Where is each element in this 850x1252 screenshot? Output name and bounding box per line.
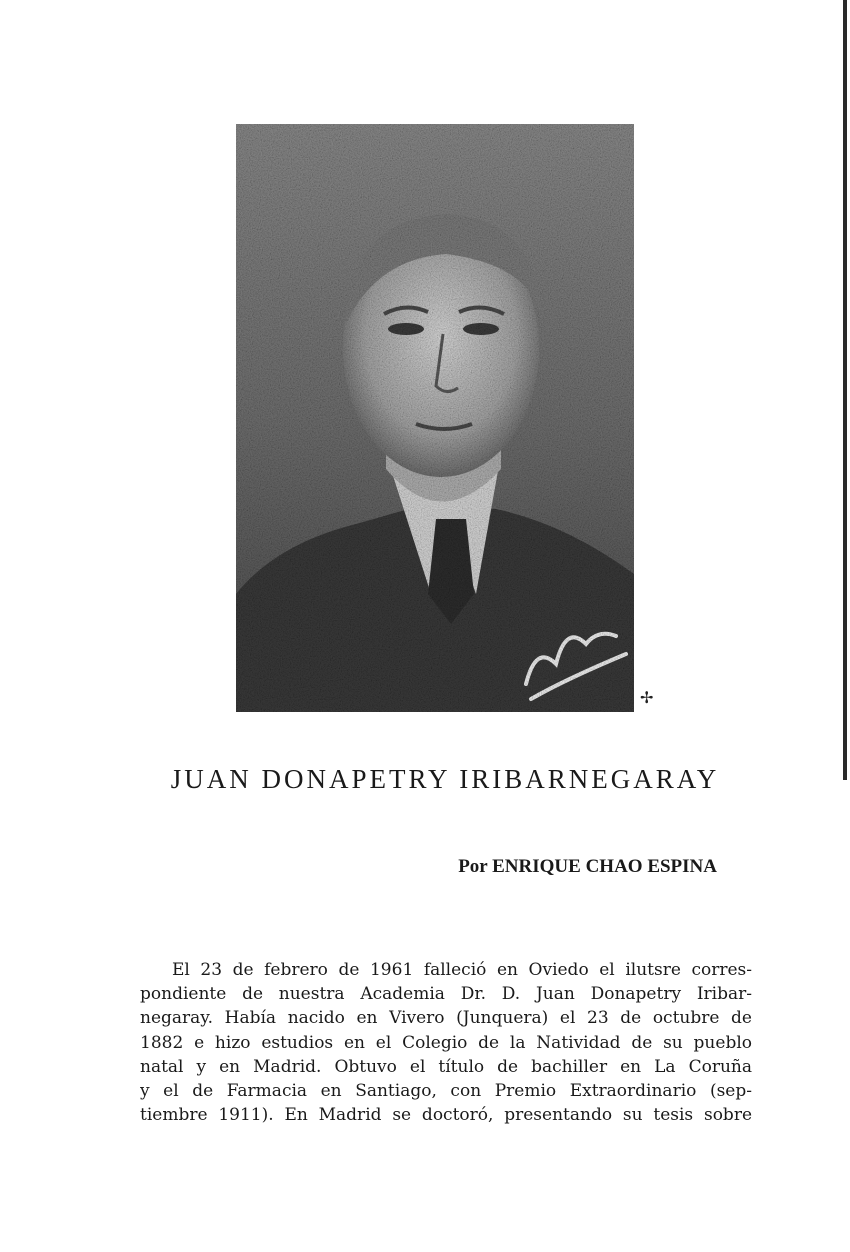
body-line: tiembre 1911). En Madrid se doctoró, presentando su tesis sobre [140, 1105, 752, 1126]
body-line: 1882 e hizo estudios en el Colegio de la Natividad de su pueblo [140, 1032, 752, 1053]
author-byline: Por ENRIQUE CHAO ESPINA [458, 856, 717, 877]
body-line: y el de Farmacia en Santiago, con Premio Extraordinario (sep- [140, 1081, 752, 1102]
page-edge-rule [843, 0, 847, 780]
body-line: El 23 de febrero de 1961 falleció en Oviedo el ilutsre corres- [172, 960, 752, 980]
body-paragraph [140, 958, 752, 1127]
body-line: natal y en Madrid. Obtuvo el título de bachiller en La Coruña [140, 1056, 752, 1077]
body-line: pondiente de nuestra Academia Dr. D. Juan Donapetry Iribar- [140, 984, 752, 1005]
corner-mark: ✢ [640, 688, 654, 707]
body-line: negaray. Había nacido en Vivero (Junquera) el 23 de octubre de [140, 1008, 752, 1029]
portrait-photo [236, 124, 634, 712]
page-title: JUAN DONAPETRY IRIBARNEGARAY [170, 764, 720, 794]
